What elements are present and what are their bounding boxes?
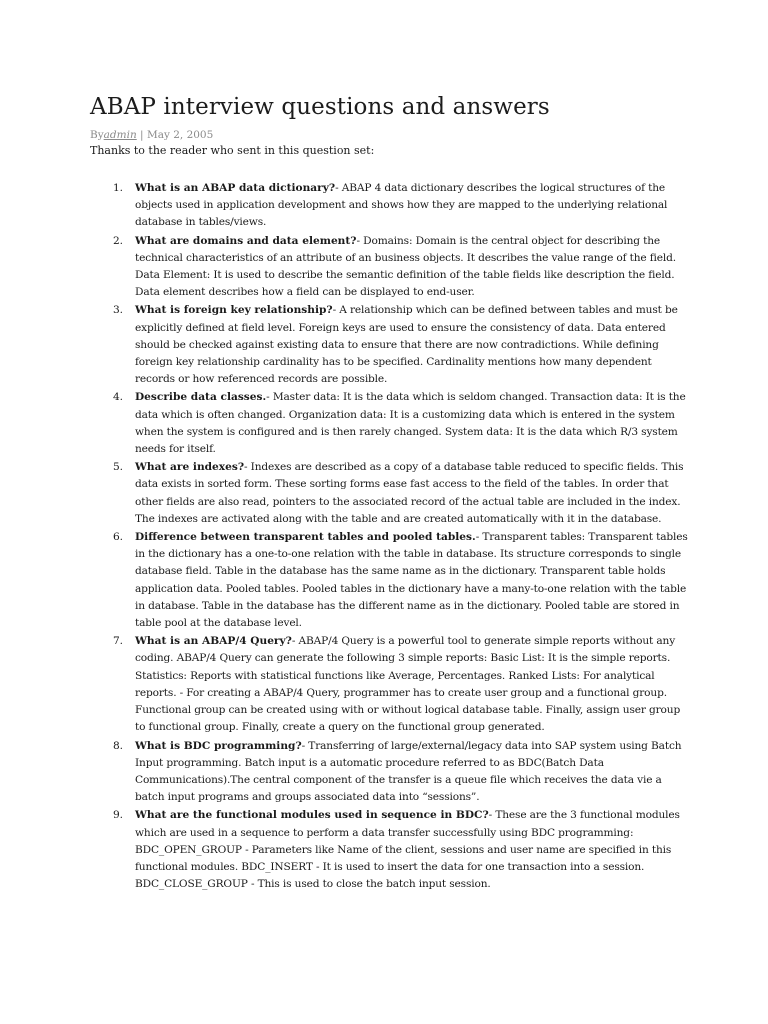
list-item bbox=[90, 633, 690, 736]
answer-text: - Transparent tables: Transparent tables in the dictionary has a one-to-one relation with the table in database. Its structure corresponds to single database field. Table in the database has the same name as in the dictionary. Transparent table holds application data. Pooled tables. Pooled tables in the dictionary have a many-to-one relation with the table in database. Table in the database has the different name as in the dictionary. Pooled table are stored in table pool at the database level. bbox=[135, 531, 688, 630]
answer-text: - A relationship which can be defined between tables and must be explicitly defined at field level. Foreign keys are used to ensure the consistency of data. Data entered should be checked against existing data to ensure that there are now contradictions. While defining foreign key relationship cardinality has to be specified. Cardinality mentions how many dependent records or how referenced records are possible. bbox=[135, 304, 678, 386]
list-item bbox=[90, 389, 690, 458]
item-number: 6. bbox=[113, 531, 123, 544]
item-number: 4. bbox=[113, 391, 123, 404]
list-item bbox=[90, 233, 690, 302]
list-item bbox=[90, 738, 690, 807]
item-number: 9. bbox=[113, 809, 123, 822]
list-item bbox=[90, 180, 690, 232]
item-number: 8. bbox=[113, 739, 123, 752]
answer-text: - Indexes are described as a copy of a database table reduced to specific fields. This data exists in sorted form. These sorting forms ease fast access to the field of the tables. In order that other fields are also read, pointers to the associated record of the actual table are included in the index. The indexes are activated along with the table and are created automatically with it in the database. bbox=[135, 461, 684, 525]
question-text: What are indexes? bbox=[135, 461, 245, 474]
question-text: What are domains and data element? bbox=[135, 234, 357, 247]
question-text: What is foreign key relationship? bbox=[135, 304, 333, 317]
question-text: What is an ABAP data dictionary? bbox=[135, 182, 336, 194]
list-item bbox=[90, 302, 690, 388]
publish-date: May 2, 2005 bbox=[146, 129, 214, 141]
item-number: 5. bbox=[113, 461, 123, 474]
question-text: What is BDC programming? bbox=[135, 739, 302, 752]
byline-prefix: By bbox=[90, 129, 104, 141]
question-text: Describe data classes. bbox=[135, 391, 267, 404]
list-item bbox=[90, 807, 690, 893]
item-number: 3. bbox=[113, 304, 123, 317]
item-number: 7. bbox=[113, 635, 123, 648]
question-list bbox=[90, 180, 690, 893]
answer-text: - These are the 3 functional modules which are used in a sequence to perform a data transfer successfully using BDC programming: BDC_OPEN_GROUP - Parameters like Name of the client, sessions and user name are specified in this functional modules. BDC_INSERT - It is used to insert the data for one transaction into a session. BDC_CLOSE_GROUP - This is used to close the batch input session. bbox=[135, 809, 680, 891]
byline-separator: | bbox=[136, 129, 147, 141]
question-text: Difference between transparent tables and pooled tables. bbox=[135, 531, 476, 544]
question-text: What are the functional modules used in sequence in BDC? bbox=[135, 809, 489, 822]
list-item bbox=[90, 459, 690, 528]
page-title: ABAP interview questions and answers bbox=[90, 94, 550, 120]
answer-text: - Master data: It is the data which is seldom changed. Transaction data: It is the data which is often changed. Organization data: It is a customizing data which is entered in the system when the system is configured and is then rarely changed. System data: It is the data which R/3 system needs for itself. bbox=[135, 391, 686, 456]
question-text: What is an ABAP/4 Query? bbox=[135, 635, 292, 648]
item-number: 2. bbox=[113, 234, 123, 247]
author-link[interactable]: admin bbox=[103, 129, 137, 141]
article bbox=[90, 92, 690, 894]
list-item bbox=[90, 529, 690, 632]
answer-text: - Transferring of large/external/legacy data into SAP system using Batch Input programming. Batch input is a automatic procedure referred to as BDC(Batch Data Communications).The central component of the transfer is a queue file which receives the data vie a batch input programs and groups associated data into “sessions”. bbox=[135, 739, 682, 804]
answer-text: - ABAP 4 data dictionary describes the logical structures of the objects used in application development and shows how they are mapped to the underlying relational database in tables/views. bbox=[135, 182, 668, 229]
item-number: 1. bbox=[113, 182, 123, 194]
answer-text: - ABAP/4 Query is a powerful tool to generate simple reports without any coding. ABAP/4 Query can generate the following 3 simple reports: Basic List: It is the simple reports. Statistics: Reports with statistical functions like Average, Percentages. Ranked Lists: For analytical reports. - For creating a ABAP/4 Query, programmer has to create user group and a functional group. Functional group can be created using with or without logical database table. Finally, assign user group to functional group. Finally, create a query on the functional group generated. bbox=[135, 635, 681, 734]
byline bbox=[90, 128, 690, 142]
intro-text: Thanks to the reader who sent in this question set: bbox=[90, 144, 375, 157]
answer-text: - Domains: Domain is the central object for describing the technical characteristics of an attribute of an business objects. It describes the value range of the field. Data Element: It is used to describe the semantic definition of the table fields like description the field. Data element describes how a field can be displayed to end-user. bbox=[135, 234, 676, 299]
